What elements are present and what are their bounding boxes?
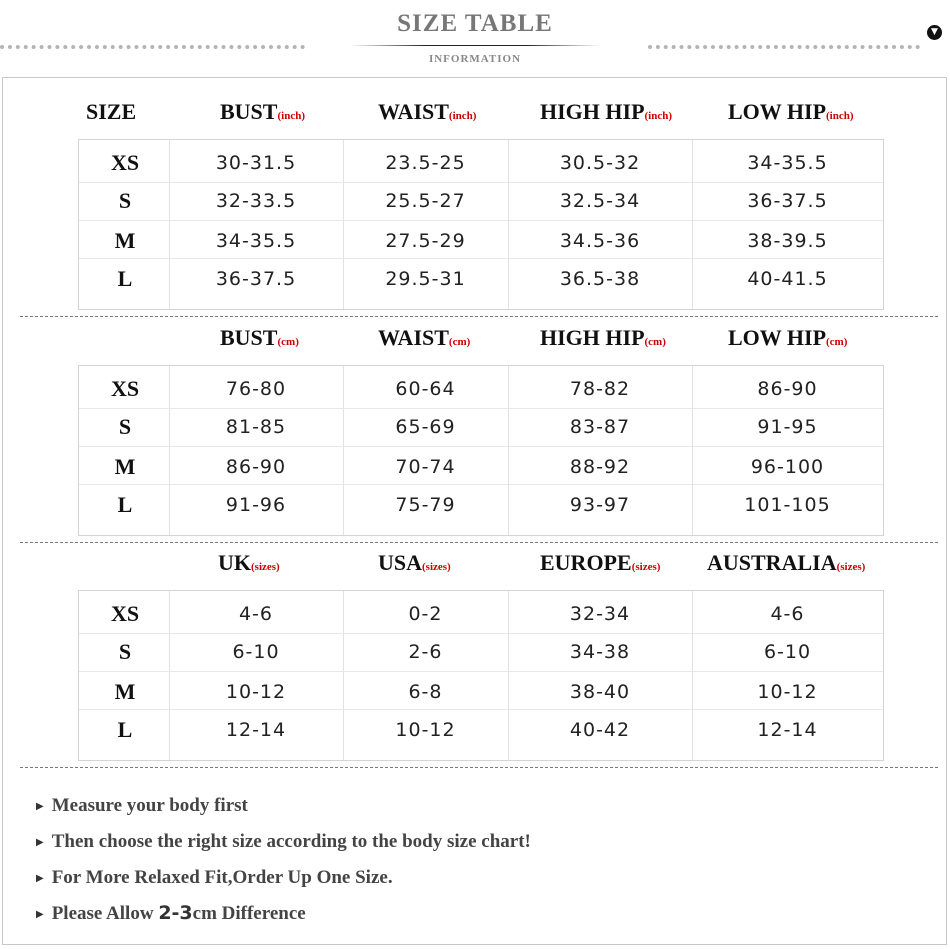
value-cell: 96-100 [750,456,825,478]
table-row [79,486,883,524]
column-header [378,99,476,125]
value-cell: 36-37.5 [215,268,297,290]
note-emphasis: 2-3 [158,902,193,924]
value-cell: 93-97 [569,494,631,516]
table-row [79,448,883,486]
value-cell: 23.5-25 [385,152,466,174]
table-row [79,633,883,671]
value-cell: 34-35.5 [215,230,297,252]
triangle-right-icon: ▶ [36,801,44,812]
size-cell: M [114,228,136,253]
note-item [36,795,248,817]
value-cell: 101-105 [744,494,831,516]
section-divider [20,316,938,317]
value-cell: 91-96 [225,494,287,516]
column-header [378,550,451,576]
column-header-label: EUROPE [540,550,632,575]
section-divider [20,542,938,543]
value-cell: 32-34 [569,603,631,625]
value-cell: 32.5-34 [559,190,641,212]
value-cell: 60-64 [395,378,456,400]
triangle-right-icon: ▶ [36,873,44,884]
note-item [36,831,531,853]
size-cell: XS [110,150,140,175]
value-cell: 6-8 [408,681,443,703]
value-cell: 29.5-31 [385,268,466,290]
size-table [78,365,884,536]
column-header-unit: (sizes) [836,561,866,573]
value-cell: 70-74 [395,456,456,478]
note-text: For More Relaxed Fit,Order Up One Size. [51,867,393,888]
table-row [79,144,883,182]
value-cell: 38-40 [569,681,631,703]
table-row [79,673,883,711]
size-cell: XS [110,601,140,626]
note-text: Then choose the right size according to the body size chart! [51,831,531,852]
value-cell: 81-85 [225,416,287,438]
column-header-label: HIGH HIP [540,99,645,124]
value-cell: 83-87 [569,416,631,438]
size-cell: M [114,679,136,704]
value-cell: 36-37.5 [747,190,828,212]
column-header-label: LOW HIP [728,325,827,350]
triangle-right-icon: ▶ [36,909,44,920]
column-header [707,550,865,576]
value-cell: 91-95 [757,416,818,438]
value-cell: 30.5-32 [559,152,641,174]
column-header-label: AUSTRALIA [707,550,837,575]
note-text: cm Difference [192,903,306,924]
column-header-unit: (cm) [826,336,848,348]
value-cell: 88-92 [569,456,631,478]
header-right-dotted-line [648,45,920,49]
column-header-unit: (cm) [448,336,471,348]
chevron-down-circle-icon[interactable]: ▼ [927,25,942,40]
size-cell: S [118,414,132,439]
value-cell: 40-42 [569,719,631,741]
size-column-header: SIZE [86,99,137,124]
section-divider [20,767,938,768]
value-cell: 86-90 [225,456,287,478]
column-header-unit: (cm) [277,336,299,348]
header-left-dotted-line [0,45,305,49]
value-cell: 65-69 [395,416,456,438]
size-cell: M [114,454,136,479]
note-item [36,902,306,925]
header-underline [350,45,600,46]
value-cell: 34.5-36 [559,230,641,252]
value-cell: 86-90 [757,378,818,400]
page-title: SIZE TABLE [397,10,553,37]
value-cell: 25.5-27 [385,190,466,212]
column-header [728,325,847,351]
column-header-unit: (inch) [826,110,854,122]
size-cell: L [117,266,133,291]
column-header [218,550,280,576]
size-cell: S [118,188,132,213]
column-header [220,325,299,351]
column-header [540,99,672,125]
value-cell: 34-35.5 [747,152,828,174]
size-cell: S [118,639,132,664]
column-header-unit: (sizes) [251,561,280,573]
table-row [79,370,883,408]
column-header-label: LOW HIP [728,99,827,124]
value-cell: 30-31.5 [215,152,297,174]
value-cell: 4-6 [770,603,805,625]
size-cell: XS [110,376,140,401]
value-cell: 6-10 [763,641,812,663]
size-cell: L [117,717,133,742]
value-cell: 10-12 [757,681,818,703]
column-header-unit: (sizes) [422,561,451,573]
value-cell: 10-12 [225,681,287,703]
column-header-label: HIGH HIP [540,325,645,350]
size-table [78,590,884,761]
page-subtitle: INFORMATION [428,53,522,65]
column-header-label: UK [218,550,251,575]
column-header [540,550,660,576]
value-cell: 40-41.5 [747,268,828,290]
table-row [79,182,883,220]
note-text: Please Allow [51,903,159,924]
size-table [78,139,884,310]
value-cell: 12-14 [757,719,818,741]
triangle-right-icon: ▶ [36,837,44,848]
value-cell: 0-2 [408,603,443,625]
table-row-divider [79,446,883,447]
table-row [79,595,883,633]
size-cell: L [117,492,133,517]
column-header-unit: (inch) [448,110,477,122]
value-cell: 6-10 [232,641,280,663]
column-header-label: BUST [220,325,278,350]
column-header-unit: (sizes) [631,561,661,573]
value-cell: 38-39.5 [747,230,828,252]
column-header [378,325,470,351]
table-row [79,260,883,298]
column-header-label: USA [378,550,423,575]
column-header-unit: (inch) [277,110,305,122]
value-cell: 10-12 [395,719,456,741]
value-cell: 75-79 [395,494,456,516]
value-cell: 4-6 [238,603,274,625]
value-cell: 34-38 [569,641,631,663]
value-cell: 12-14 [225,719,287,741]
value-cell: 32-33.5 [215,190,297,212]
value-cell: 76-80 [225,378,287,400]
column-header [540,325,666,351]
column-header-label: BUST [220,99,278,124]
table-row [79,408,883,446]
table-row-divider [79,220,883,221]
table-row [79,711,883,749]
column-header-unit: (inch) [644,110,673,122]
value-cell: 78-82 [569,378,631,400]
column-header-unit: (cm) [644,336,666,348]
column-header-label: WAIST [378,325,449,350]
value-cell: 36.5-38 [559,268,641,290]
column-header [728,99,854,125]
note-text: Measure your body first [51,795,248,816]
value-cell: 2-6 [408,641,443,663]
column-header [220,99,305,125]
value-cell: 27.5-29 [385,230,466,252]
note-item [36,867,393,889]
table-row [79,222,883,260]
column-header-label: WAIST [378,99,449,124]
table-row-divider [79,671,883,672]
